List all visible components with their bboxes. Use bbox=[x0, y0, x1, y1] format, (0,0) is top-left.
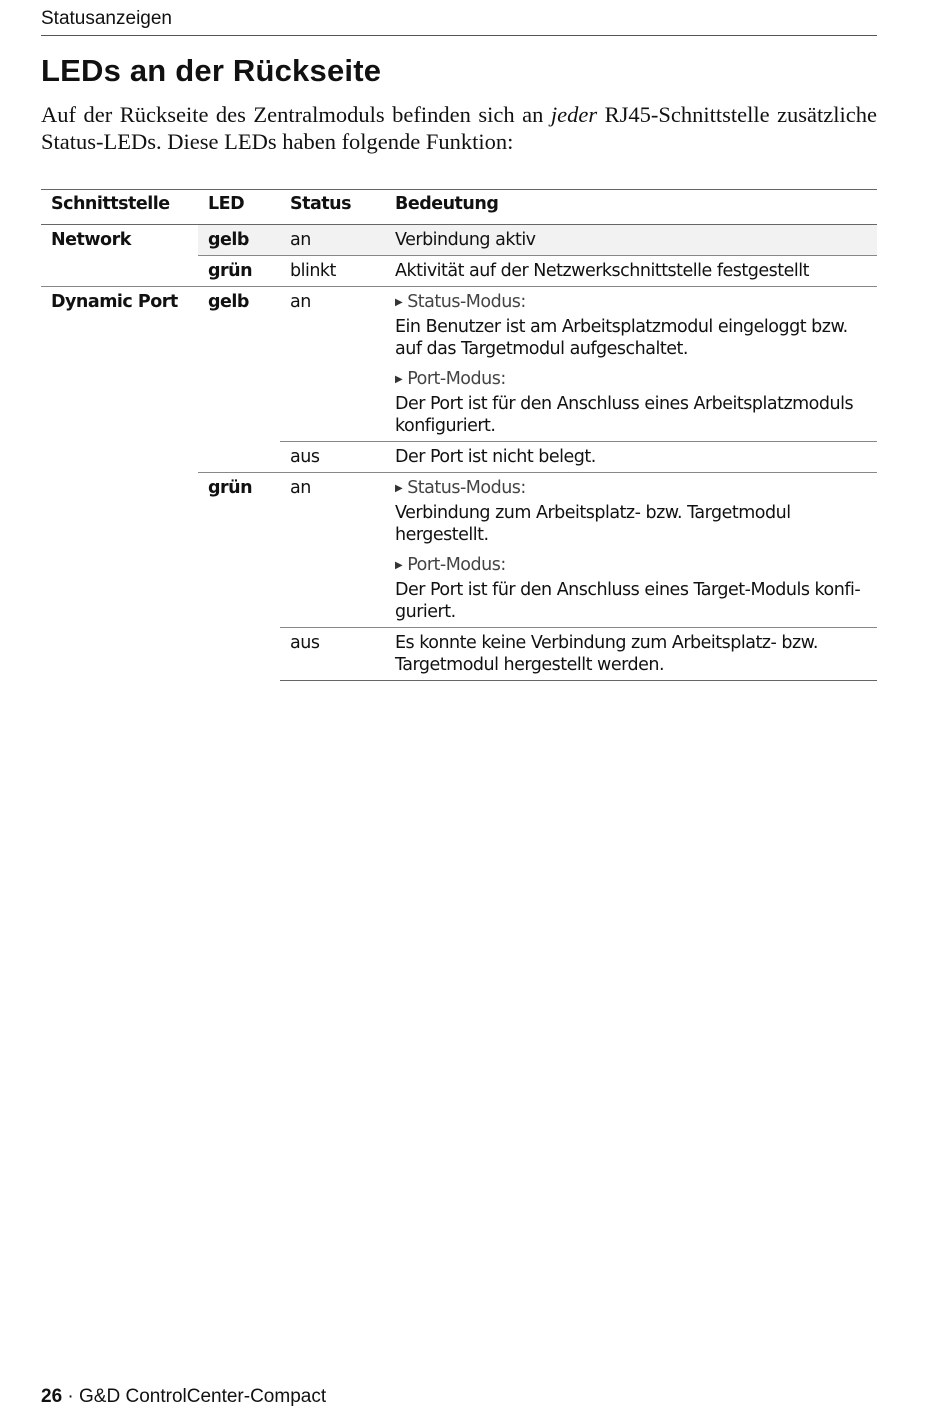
header-status: Status bbox=[280, 190, 385, 225]
triangle-right-icon: ▶ bbox=[395, 483, 403, 494]
mode-description-port: Der Port ist für den Anschluss eines Arbeitsplatzmoduls konfiguriert. bbox=[395, 394, 854, 436]
led-network-green: grün bbox=[198, 256, 280, 287]
intro-text-before: Auf der Rückseite des Zentralmoduls befinden sich an bbox=[41, 102, 544, 127]
status-dynamic-yellow-on: an bbox=[280, 287, 385, 442]
led-dynamic-green: grün bbox=[198, 473, 280, 681]
mode-label-status: ▶ Status-Modus: bbox=[395, 292, 526, 312]
intro-emphasis: jeder bbox=[550, 102, 598, 127]
meaning-dynamic-green-off: Es konnte keine Verbindung zum Arbeitsplatz- bzw. Targetmodul hergestellt werden. bbox=[385, 628, 877, 681]
mode-description-status: Verbindung zum Arbeitsplatz- bzw. Targetmodul hergestellt. bbox=[395, 503, 791, 545]
led-dynamic-yellow: gelb bbox=[198, 287, 280, 473]
page-title: LEDs an der Rückseite bbox=[41, 53, 382, 88]
meaning-dynamic-yellow-on bbox=[385, 287, 877, 442]
page-footer bbox=[41, 1385, 326, 1409]
mode-label-status: ▶ Status-Modus: bbox=[395, 478, 526, 498]
section-name: Statusanzeigen bbox=[41, 8, 172, 29]
interface-network: Network bbox=[51, 230, 131, 250]
triangle-right-icon: ▶ bbox=[395, 374, 403, 385]
table-row bbox=[41, 287, 877, 442]
status-network-green: blinkt bbox=[280, 256, 385, 287]
intro-paragraph bbox=[41, 101, 877, 155]
meaning-dynamic-green-on bbox=[385, 473, 877, 628]
header-led: LED bbox=[198, 190, 280, 225]
status-dynamic-green-off: aus bbox=[280, 628, 385, 681]
mode-label-port: ▶ Port-Modus: bbox=[395, 369, 506, 389]
running-header bbox=[41, 7, 877, 36]
intro-text-after: RJ45-Schnittstelle zusätzliche Status-LEDs. Diese LEDs haben folgende Funktion: bbox=[41, 102, 878, 154]
footer-separator: · bbox=[67, 1386, 74, 1407]
mode-description-port: Der Port ist für den Anschluss eines Target-Moduls konfi-guriert. bbox=[395, 580, 861, 622]
page-number: 26 bbox=[41, 1386, 63, 1407]
triangle-right-icon: ▶ bbox=[395, 297, 403, 308]
led-table bbox=[41, 189, 877, 681]
led-network-yellow: gelb bbox=[198, 225, 280, 256]
header-meaning: Bedeutung bbox=[385, 190, 877, 225]
mode-label-port: ▶ Port-Modus: bbox=[395, 555, 506, 575]
product-name: G&D ControlCenter-Compact bbox=[79, 1386, 327, 1407]
status-dynamic-green-on: an bbox=[280, 473, 385, 628]
header-interface: Schnittstelle bbox=[41, 190, 198, 225]
meaning-network-green: Aktivität auf der Netzwerkschnittstelle festgestellt bbox=[385, 256, 877, 287]
interface-dynamic-port: Dynamic Port bbox=[41, 287, 198, 681]
meaning-dynamic-yellow-off: Der Port ist nicht belegt. bbox=[385, 442, 877, 473]
triangle-right-icon: ▶ bbox=[395, 560, 403, 571]
table-header-row bbox=[41, 190, 877, 225]
mode-description-status: Ein Benutzer ist am Arbeitsplatzmodul eingeloggt bzw. auf das Targetmodul aufgeschaltet. bbox=[395, 317, 848, 359]
table-row bbox=[41, 225, 877, 256]
status-dynamic-yellow-off: aus bbox=[280, 442, 385, 473]
meaning-network-yellow: Verbindung aktiv bbox=[385, 225, 877, 256]
status-network-yellow: an bbox=[280, 225, 385, 256]
